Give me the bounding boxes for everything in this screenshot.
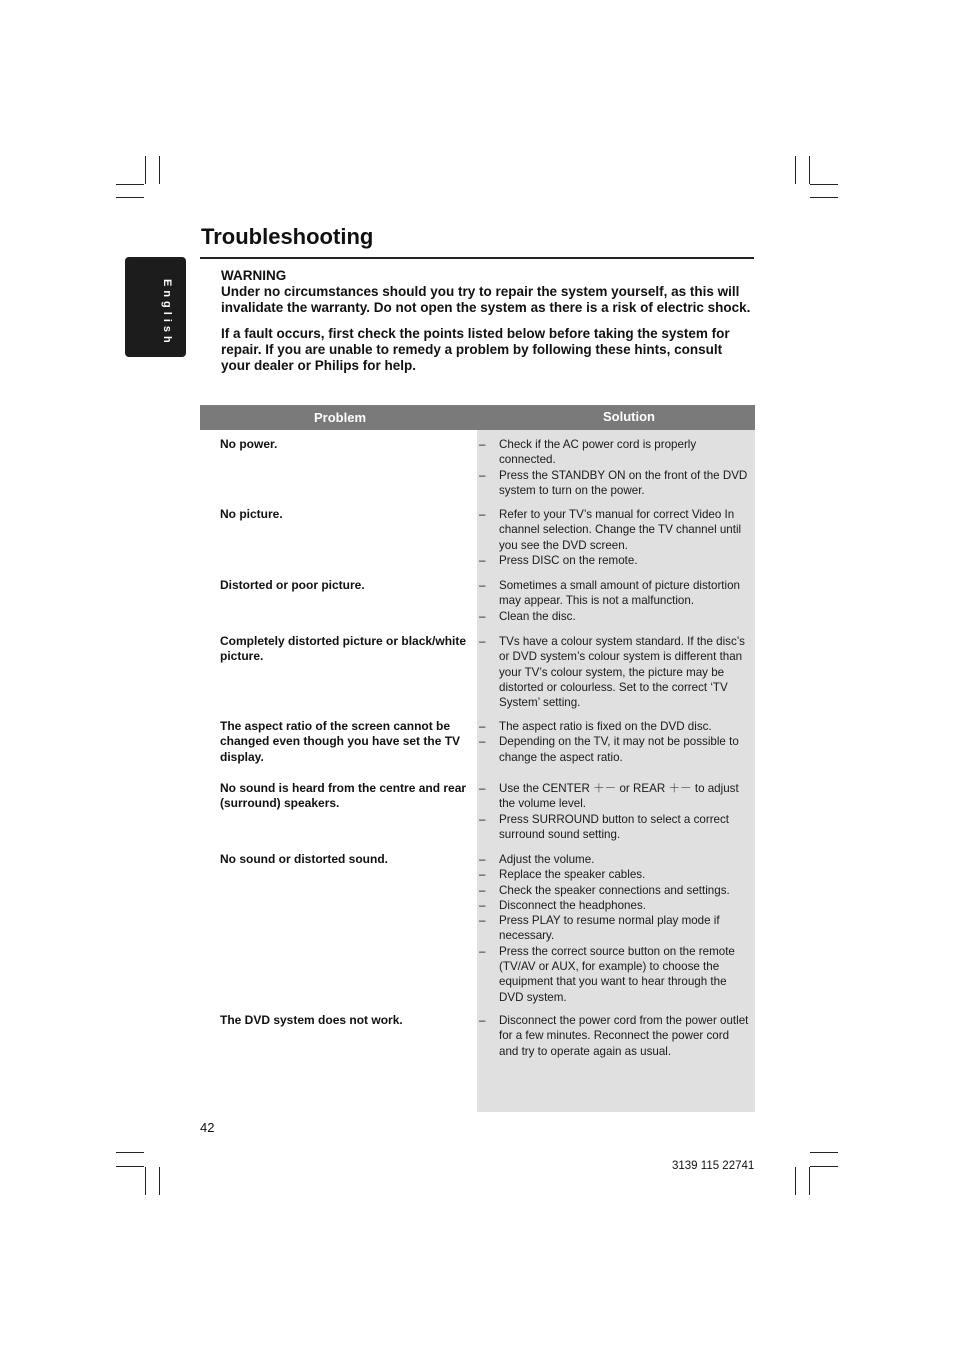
crop-mark: [809, 1167, 810, 1195]
language-label: English: [161, 279, 173, 347]
solution-item: – Press DISC on the remote.: [477, 553, 749, 568]
solution-item: – Press the STANDBY ON on the front of the DVD system to turn on the power.: [477, 468, 749, 499]
solution-item: – Disconnect the power cord from the power outlet for a few minutes. Reconnect the power cord and try to operate again as usual.: [477, 1013, 749, 1059]
solution-item: – Press the correct source button on the remote (TV/AV or AUX, for example) to choose the equipment that you want to hear through the DVD system.: [477, 944, 749, 1005]
crop-mark: [116, 1152, 144, 1153]
crop-mark: [795, 1167, 796, 1195]
problem-text: The DVD system does not work.: [220, 1013, 403, 1027]
crop-mark: [810, 1166, 838, 1167]
solution-item: – Refer to your TV’s manual for correct Video In channel selection. Change the TV channel until you see the DVD screen.: [477, 507, 749, 553]
problem-text: No picture.: [220, 507, 283, 521]
crop-mark: [795, 156, 796, 184]
table-header: [200, 405, 755, 430]
problem-text: No power.: [220, 437, 278, 451]
crop-mark: [116, 1166, 144, 1167]
problem-text: No sound is heard from the centre and rear (surround) speakers.: [220, 781, 467, 811]
warning-advice: If a fault occurs, first check the points listed below before taking the system for repair. If you are unable to remedy a problem by following these hints, consult your dealer or Philips for help.: [221, 326, 730, 373]
solution-column-header: Solution: [603, 409, 655, 424]
problem-column-header: Problem: [314, 410, 367, 425]
solution-item: – Check the speaker connections and settings.: [477, 883, 749, 898]
problem-text: Completely distorted picture or black/white picture.: [220, 634, 467, 664]
crop-mark: [145, 156, 146, 184]
solution-item: – The aspect ratio is fixed on the DVD disc.: [477, 719, 749, 734]
crop-mark: [145, 1167, 146, 1195]
problem-text: No sound or distorted sound.: [220, 852, 388, 866]
solution-list: [477, 781, 749, 842]
document-code: 3139 115 22741: [672, 1160, 755, 1172]
page-number: 42: [200, 1120, 215, 1135]
crop-mark: [116, 184, 144, 185]
warning-text: Under no circumstances should you try to repair the system yourself, as this will invalidate the warranty. Do not open the system as there is a risk of electric shock.: [221, 284, 751, 315]
crop-mark: [810, 197, 838, 198]
problem-text: The aspect ratio of the screen cannot be changed even though you have set the TV display.: [220, 719, 461, 764]
problem-text: Distorted or poor picture.: [220, 578, 365, 592]
solution-item: – Sometimes a small amount of picture distortion may appear. This is not a malfunction.: [477, 578, 749, 609]
crop-mark: [116, 197, 144, 198]
solution-list: [477, 578, 749, 624]
solution-item: – Depending on the TV, it may not be possible to change the aspect ratio.: [477, 734, 749, 765]
crop-mark: [159, 156, 160, 184]
solution-item: – Disconnect the headphones.: [477, 898, 749, 913]
title-rule: [200, 257, 754, 259]
crop-mark: [810, 1152, 838, 1153]
crop-mark: [159, 1167, 160, 1195]
solution-list: [477, 507, 749, 568]
warning-block: [221, 268, 753, 374]
solution-list: [477, 437, 749, 498]
solution-item: – Use the CENTER ＋－ or REAR ＋－ to adjust the volume level.: [477, 781, 749, 812]
solution-item: – Clean the disc.: [477, 609, 749, 624]
solution-item: – Check if the AC power cord is properly connected.: [477, 437, 749, 468]
crop-mark: [810, 184, 838, 185]
solution-list: [477, 852, 749, 1005]
language-tab: [125, 257, 186, 357]
solution-item: – Press SURROUND button to select a correct surround sound setting.: [477, 812, 749, 843]
solution-list: [477, 634, 749, 710]
solution-list: [477, 719, 749, 765]
page-title: Troubleshooting: [201, 224, 374, 249]
warning-heading: WARNING: [221, 268, 287, 283]
crop-mark: [809, 156, 810, 184]
solution-item: – TVs have a colour system standard. If the disc’s or DVD system’s colour system is different than your TV’s colour system, the picture may be distorted or colourless. Set to the correct ‘TV System’ setting.: [477, 634, 749, 710]
solution-item: – Adjust the volume.: [477, 852, 749, 867]
solution-item: – Press PLAY to resume normal play mode if necessary.: [477, 913, 749, 944]
solution-item: – Replace the speaker cables.: [477, 867, 749, 882]
solution-list: [477, 1013, 749, 1059]
